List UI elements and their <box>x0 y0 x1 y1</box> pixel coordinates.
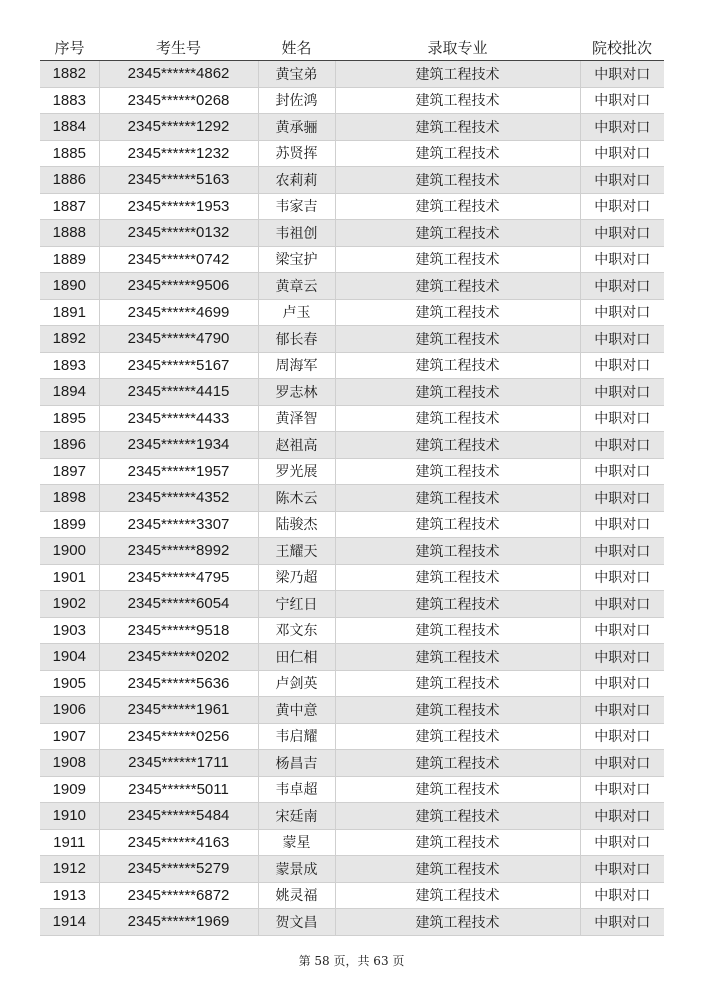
row-number: 1912 <box>40 856 99 883</box>
exam-id: 2345******9506 <box>99 273 258 300</box>
exam-id: 2345******1953 <box>99 193 258 220</box>
student-name: 宋廷南 <box>258 803 335 830</box>
student-name: 封佐鸿 <box>258 87 335 114</box>
table-row <box>40 458 664 485</box>
row-number: 1887 <box>40 193 99 220</box>
table-row <box>40 564 664 591</box>
admitted-major: 建筑工程技术 <box>335 723 580 750</box>
row-number: 1906 <box>40 697 99 724</box>
exam-id: 2345******9518 <box>99 617 258 644</box>
row-number: 1901 <box>40 564 99 591</box>
row-number: 1898 <box>40 485 99 512</box>
admission-batch: 中职对口 <box>580 352 664 379</box>
admission-batch: 中职对口 <box>580 723 664 750</box>
admission-batch: 中职对口 <box>580 114 664 141</box>
admitted-major: 建筑工程技术 <box>335 193 580 220</box>
row-number: 1882 <box>40 61 99 88</box>
student-name: 陆骏杰 <box>258 511 335 538</box>
admission-batch: 中职对口 <box>580 193 664 220</box>
admission-batch: 中职对口 <box>580 299 664 326</box>
table-row <box>40 246 664 273</box>
table-row <box>40 379 664 406</box>
exam-id: 2345******1969 <box>99 909 258 936</box>
row-number: 1897 <box>40 458 99 485</box>
admission-batch: 中职对口 <box>580 326 664 353</box>
exam-id: 2345******1961 <box>99 697 258 724</box>
table-row <box>40 140 664 167</box>
exam-id: 2345******1934 <box>99 432 258 459</box>
table-row <box>40 617 664 644</box>
admitted-major: 建筑工程技术 <box>335 246 580 273</box>
table-row <box>40 803 664 830</box>
row-number: 1896 <box>40 432 99 459</box>
exam-id: 2345******6054 <box>99 591 258 618</box>
student-name: 杨昌吉 <box>258 750 335 777</box>
student-name: 赵祖高 <box>258 432 335 459</box>
table-row <box>40 167 664 194</box>
table-row <box>40 538 664 565</box>
admitted-major: 建筑工程技术 <box>335 61 580 88</box>
row-number: 1884 <box>40 114 99 141</box>
admission-batch: 中职对口 <box>580 697 664 724</box>
exam-id: 2345******0132 <box>99 220 258 247</box>
admitted-major: 建筑工程技术 <box>335 882 580 909</box>
row-number: 1902 <box>40 591 99 618</box>
table-row <box>40 485 664 512</box>
row-number: 1894 <box>40 379 99 406</box>
student-name: 卢玉 <box>258 299 335 326</box>
exam-id: 2345******5011 <box>99 776 258 803</box>
admission-batch: 中职对口 <box>580 776 664 803</box>
table-row <box>40 644 664 671</box>
admission-batch: 中职对口 <box>580 61 664 88</box>
admission-batch: 中职对口 <box>580 564 664 591</box>
exam-id: 2345******4795 <box>99 564 258 591</box>
admitted-major: 建筑工程技术 <box>335 273 580 300</box>
table-row <box>40 591 664 618</box>
table-row <box>40 697 664 724</box>
student-name: 贺文昌 <box>258 909 335 936</box>
admission-batch: 中职对口 <box>580 538 664 565</box>
row-number: 1895 <box>40 405 99 432</box>
row-number: 1888 <box>40 220 99 247</box>
header-row <box>40 35 664 61</box>
student-name: 黄宝弟 <box>258 61 335 88</box>
row-number: 1892 <box>40 326 99 353</box>
admitted-major: 建筑工程技术 <box>335 485 580 512</box>
table-row <box>40 856 664 883</box>
admitted-major: 建筑工程技术 <box>335 352 580 379</box>
exam-id: 2345******0742 <box>99 246 258 273</box>
student-name: 韦家吉 <box>258 193 335 220</box>
exam-id: 2345******1292 <box>99 114 258 141</box>
table-row <box>40 829 664 856</box>
row-number: 1904 <box>40 644 99 671</box>
student-name: 黄承骊 <box>258 114 335 141</box>
exam-id: 2345******4862 <box>99 61 258 88</box>
admission-batch: 中职对口 <box>580 220 664 247</box>
admission-batch: 中职对口 <box>580 273 664 300</box>
row-number: 1914 <box>40 909 99 936</box>
admission-batch: 中职对口 <box>580 246 664 273</box>
admitted-major: 建筑工程技术 <box>335 432 580 459</box>
student-name: 姚灵福 <box>258 882 335 909</box>
row-number: 1900 <box>40 538 99 565</box>
admission-batch: 中职对口 <box>580 803 664 830</box>
admission-batch: 中职对口 <box>580 432 664 459</box>
row-number: 1893 <box>40 352 99 379</box>
exam-id: 2345******8992 <box>99 538 258 565</box>
header-major: 录取专业 <box>335 35 580 61</box>
student-name: 蒙星 <box>258 829 335 856</box>
admission-batch: 中职对口 <box>580 829 664 856</box>
admission-list <box>40 35 664 936</box>
admission-batch: 中职对口 <box>580 511 664 538</box>
exam-id: 2345******5636 <box>99 670 258 697</box>
admitted-major: 建筑工程技术 <box>335 87 580 114</box>
admission-batch: 中职对口 <box>580 405 664 432</box>
admitted-major: 建筑工程技术 <box>335 538 580 565</box>
table-header <box>40 35 664 61</box>
admitted-major: 建筑工程技术 <box>335 326 580 353</box>
admitted-major: 建筑工程技术 <box>335 670 580 697</box>
admission-batch: 中职对口 <box>580 670 664 697</box>
table-row <box>40 511 664 538</box>
exam-id: 2345******3307 <box>99 511 258 538</box>
admitted-major: 建筑工程技术 <box>335 140 580 167</box>
table-row <box>40 776 664 803</box>
student-name: 罗光展 <box>258 458 335 485</box>
admission-table <box>40 35 664 936</box>
exam-id: 2345******5484 <box>99 803 258 830</box>
student-name: 韦卓超 <box>258 776 335 803</box>
admission-batch: 中职对口 <box>580 750 664 777</box>
exam-id: 2345******5163 <box>99 167 258 194</box>
student-name: 黄中意 <box>258 697 335 724</box>
admitted-major: 建筑工程技术 <box>335 776 580 803</box>
admission-batch: 中职对口 <box>580 591 664 618</box>
header-no: 序号 <box>40 35 99 61</box>
admitted-major: 建筑工程技术 <box>335 829 580 856</box>
admitted-major: 建筑工程技术 <box>335 697 580 724</box>
student-name: 田仁相 <box>258 644 335 671</box>
exam-id: 2345******0256 <box>99 723 258 750</box>
exam-id: 2345******5167 <box>99 352 258 379</box>
admitted-major: 建筑工程技术 <box>335 511 580 538</box>
row-number: 1911 <box>40 829 99 856</box>
admitted-major: 建筑工程技术 <box>335 220 580 247</box>
row-number: 1905 <box>40 670 99 697</box>
exam-id: 2345******1232 <box>99 140 258 167</box>
admitted-major: 建筑工程技术 <box>335 750 580 777</box>
admitted-major: 建筑工程技术 <box>335 644 580 671</box>
student-name: 黄泽智 <box>258 405 335 432</box>
admitted-major: 建筑工程技术 <box>335 405 580 432</box>
admitted-major: 建筑工程技术 <box>335 909 580 936</box>
row-number: 1890 <box>40 273 99 300</box>
admission-batch: 中职对口 <box>580 140 664 167</box>
admitted-major: 建筑工程技术 <box>335 299 580 326</box>
exam-id: 2345******0202 <box>99 644 258 671</box>
exam-id: 2345******4699 <box>99 299 258 326</box>
exam-id: 2345******6872 <box>99 882 258 909</box>
row-number: 1903 <box>40 617 99 644</box>
admitted-major: 建筑工程技术 <box>335 458 580 485</box>
row-number: 1883 <box>40 87 99 114</box>
row-number: 1899 <box>40 511 99 538</box>
header-exam-id: 考生号 <box>99 35 258 61</box>
table-row <box>40 220 664 247</box>
admitted-major: 建筑工程技术 <box>335 564 580 591</box>
watermark <box>430 926 670 950</box>
row-number: 1908 <box>40 750 99 777</box>
row-number: 1889 <box>40 246 99 273</box>
table-row <box>40 432 664 459</box>
exam-id: 2345******4352 <box>99 485 258 512</box>
student-name: 农莉莉 <box>258 167 335 194</box>
admission-batch: 中职对口 <box>580 458 664 485</box>
admission-batch: 中职对口 <box>580 167 664 194</box>
table-row <box>40 273 664 300</box>
student-name: 郁长春 <box>258 326 335 353</box>
admission-batch: 中职对口 <box>580 909 664 936</box>
student-name: 苏贤挥 <box>258 140 335 167</box>
student-name: 蒙景成 <box>258 856 335 883</box>
table-row <box>40 87 664 114</box>
admission-batch: 中职对口 <box>580 379 664 406</box>
exam-id: 2345******4415 <box>99 379 258 406</box>
row-number: 1885 <box>40 140 99 167</box>
admitted-major: 建筑工程技术 <box>335 591 580 618</box>
table-row <box>40 352 664 379</box>
student-name: 周海军 <box>258 352 335 379</box>
page-footer: 第 58 页，共 63 页 <box>298 954 405 968</box>
table-row <box>40 882 664 909</box>
student-name: 梁宝护 <box>258 246 335 273</box>
admission-batch: 中职对口 <box>580 485 664 512</box>
student-name: 韦启耀 <box>258 723 335 750</box>
admission-batch: 中职对口 <box>580 882 664 909</box>
table-row <box>40 61 664 88</box>
table-row <box>40 326 664 353</box>
student-name: 宁红日 <box>258 591 335 618</box>
row-number: 1891 <box>40 299 99 326</box>
admitted-major: 建筑工程技术 <box>335 803 580 830</box>
row-number: 1886 <box>40 167 99 194</box>
table-row <box>40 670 664 697</box>
header-name: 姓名 <box>258 35 335 61</box>
table-row <box>40 723 664 750</box>
admitted-major: 建筑工程技术 <box>335 856 580 883</box>
exam-id: 2345******0268 <box>99 87 258 114</box>
student-name: 黄章云 <box>258 273 335 300</box>
student-name: 卢剑英 <box>258 670 335 697</box>
table-body <box>40 61 664 936</box>
student-name: 邓文东 <box>258 617 335 644</box>
table-row <box>40 114 664 141</box>
exam-id: 2345******4163 <box>99 829 258 856</box>
admitted-major: 建筑工程技术 <box>335 114 580 141</box>
exam-id: 2345******1957 <box>99 458 258 485</box>
student-name: 王耀天 <box>258 538 335 565</box>
table-row <box>40 750 664 777</box>
exam-id: 2345******1711 <box>99 750 258 777</box>
exam-id: 2345******4433 <box>99 405 258 432</box>
admission-batch: 中职对口 <box>580 617 664 644</box>
exam-id: 2345******5279 <box>99 856 258 883</box>
exam-id: 2345******4790 <box>99 326 258 353</box>
student-name: 梁乃超 <box>258 564 335 591</box>
header-batch: 院校批次 <box>580 35 664 61</box>
table-row <box>40 405 664 432</box>
admission-batch: 中职对口 <box>580 856 664 883</box>
admission-batch: 中职对口 <box>580 644 664 671</box>
row-number: 1909 <box>40 776 99 803</box>
admitted-major: 建筑工程技术 <box>335 379 580 406</box>
admitted-major: 建筑工程技术 <box>335 617 580 644</box>
table-row <box>40 299 664 326</box>
student-name: 陈木云 <box>258 485 335 512</box>
table-row <box>40 193 664 220</box>
row-number: 1913 <box>40 882 99 909</box>
admitted-major: 建筑工程技术 <box>335 167 580 194</box>
student-name: 罗志林 <box>258 379 335 406</box>
student-name: 韦祖创 <box>258 220 335 247</box>
row-number: 1910 <box>40 803 99 830</box>
row-number: 1907 <box>40 723 99 750</box>
admission-batch: 中职对口 <box>580 87 664 114</box>
